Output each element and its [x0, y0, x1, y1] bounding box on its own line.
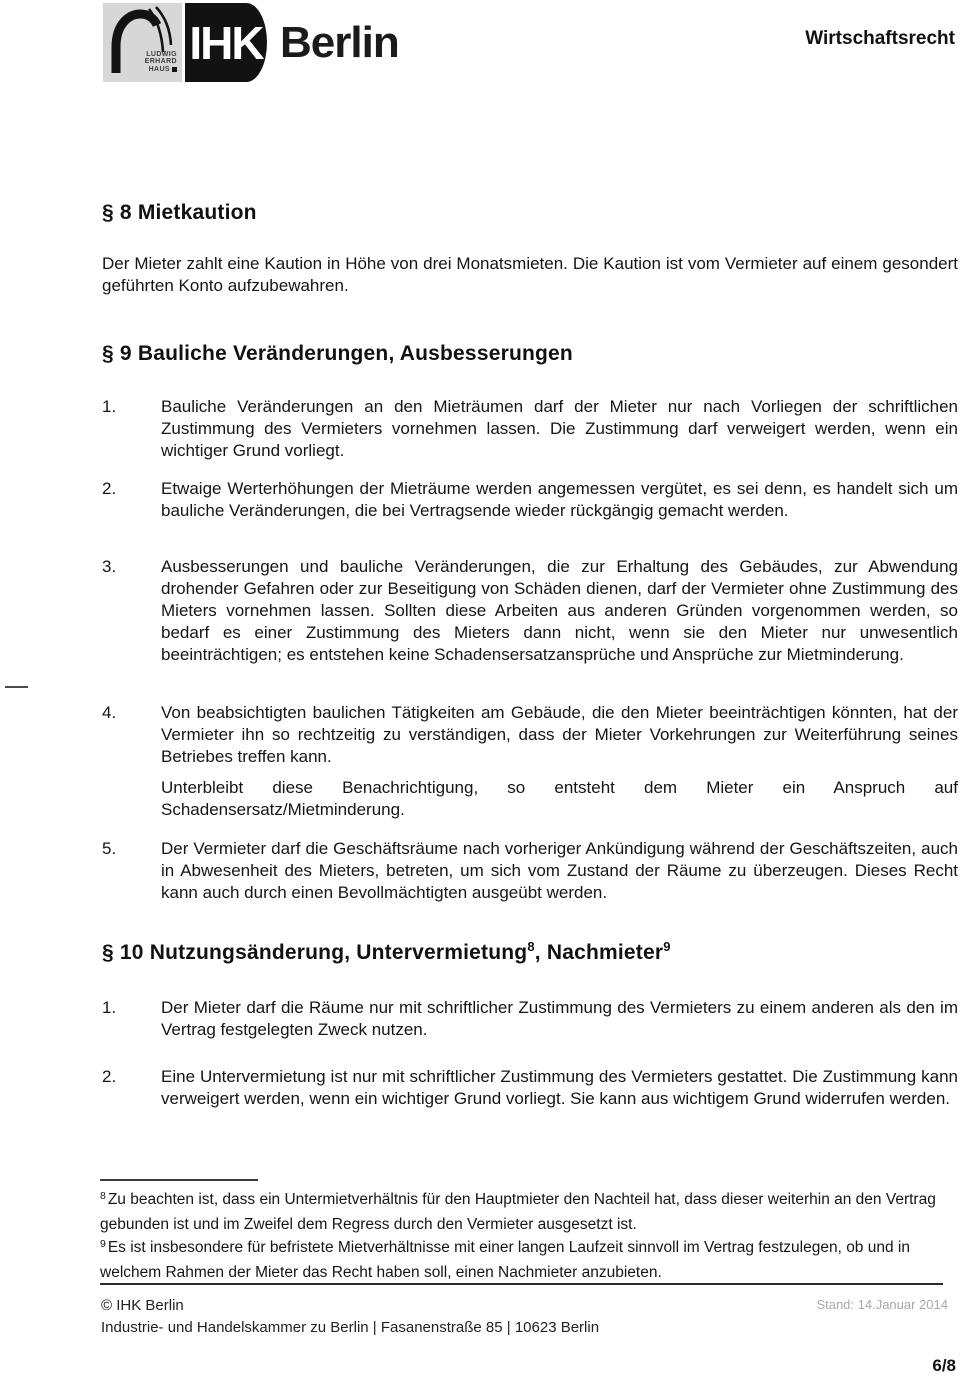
footnote	[100, 1188, 958, 1236]
list-item-number: 4.	[102, 703, 117, 722]
section-10-title-rest: , Nachmieter	[534, 941, 664, 964]
footnote-text: Zu beachten ist, dass ein Untermietverhältnis für den Hauptmieter den Nachteil hat, dass dieser weiterhin an den Vertrag gebunden ist und im Zweifel dem Regress durch den Vermieter ausgesetzt ist.	[100, 1191, 936, 1233]
section-8-paragraph: Der Mieter zahlt eine Kaution in Höhe von drei Monatsmieten. Die Kaution ist vom Vermieter auf einem gesondert geführten Konto aufzubewahren.	[102, 254, 958, 295]
footnote-number: 8	[100, 1190, 106, 1202]
footer-address: Industrie- und Handelskammer zu Berlin | Fasanenstraße 85 | 10623 Berlin	[101, 1319, 600, 1336]
list-item-text: Der Vermieter darf die Geschäftsräume nach vorheriger Ankündigung während der Geschäftszeiten, auch in Abwesenheit des Mieters, betreten, um sich vom Zustand der Räume zu überzeugen. Dieses Recht kann auch durch einen Bevollmächtigten ausgeübt werden.	[161, 839, 958, 902]
list-item-text	[161, 702, 958, 821]
leh-line-2: ERHARD	[144, 58, 177, 65]
ludwig-erhard-haus-box	[103, 3, 182, 82]
footnote-text: Es ist insbesondere für befristete Mietverhältnisse mit einer langen Laufzeit sinnvoll im Vertrag festzulegen, ob und in welchem Rahmen der Mieter das Recht haben soll, einen Nachmieter anzubieten.	[100, 1239, 910, 1281]
list-item	[102, 478, 958, 522]
doc-category-label: Wirtschaftsrecht	[805, 28, 955, 49]
section-8-title: § 8 Mietkaution	[102, 201, 257, 224]
ludwig-erhard-haus-label	[145, 51, 177, 74]
footnote-separator	[100, 1179, 258, 1181]
list-item	[102, 838, 958, 904]
page-number: 6/8	[932, 1356, 956, 1375]
list-item-number: 1.	[102, 397, 117, 416]
list-item	[102, 556, 958, 666]
list-item-paragraph-2: Unterbleibt diese Benachrichtigung, so entsteht dem Mieter ein Anspruch auf Schadensersatz/Mietminderung.	[161, 778, 958, 819]
list-item-number: 3.	[102, 557, 117, 576]
footer-version-date: Stand: 14.Januar 2014	[816, 1297, 948, 1312]
list-item-text: Etwaige Werterhöhungen der Mieträume werden angemessen vergütet, es sei denn, es handelt sich um bauliche Veränderungen, die bei Vertragsende wieder rückgängig gemacht werden.	[161, 479, 958, 520]
fold-mark	[5, 686, 28, 688]
ihk-logo-mark: IHK	[185, 3, 267, 82]
list-item-text: Der Mieter darf die Räume nur mit schriftlicher Zustimmung des Vermieters zu einem anderen als den im Vertrag festgelegten Zweck nutzen.	[161, 998, 958, 1039]
leh-line-3: HAUS	[148, 65, 170, 73]
section-10-title-main: § 10 Nutzungsänderung, Untervermietung	[102, 941, 528, 964]
section-9-title: § 9 Bauliche Veränderungen, Ausbesserungen	[102, 342, 573, 365]
footnote-number: 9	[100, 1238, 106, 1250]
list-item-number: 2.	[102, 479, 117, 498]
list-item-text: Bauliche Veränderungen an den Mieträumen darf der Mieter nur nach Vorliegen der schriftlichen Zustimmung des Vermieters vornehmen lassen. Die Zustimmung darf verweigert werden, wenn ein wichtiger Grund vorliegt.	[161, 397, 958, 460]
leh-line-1: LUDWIG	[146, 50, 177, 58]
footnote	[100, 1236, 958, 1284]
footer-separator	[100, 1283, 943, 1285]
ihk-berlin-logo	[103, 3, 399, 82]
list-item-number: 2.	[102, 1067, 117, 1086]
ihk-logo-city: Berlin	[280, 17, 399, 67]
footnotes	[100, 1188, 958, 1284]
leh-square-icon	[172, 67, 177, 72]
list-item-paragraph-1: Von beabsichtigten baulichen Tätigkeiten am Gebäude, die den Mieter beeinträchtigen könnten, hat der Vermieter ihn so rechtzeitig zu verständigen, dass der Mieter Vorkehrungen zur Weiterführung seines Betriebes treffen kann.	[161, 703, 958, 766]
list-item-text: Ausbesserungen und bauliche Veränderungen, die zur Erhaltung des Gebäudes, zur Abwendung drohender Gefahren oder zur Beseitigung von Schäden dienen, darf der Vermieter ohne Zustimmung des Mieters vornehmen lassen. Sollten diese Arbeiten aus anderen Gründen vorgenommen werden, so bedarf es einer Zustimmung des Mieters dann nicht, wenn sie den Mieter nur unwesentlich beeinträchtigen; es entstehen keine Schadensersatzansprüche und Ansprüche zur Mietminderung.	[161, 557, 958, 664]
list-item-number: 5.	[102, 839, 117, 858]
footer-copyright: © IHK Berlin	[101, 1297, 184, 1314]
list-item-text: Eine Untervermietung ist nur mit schriftlicher Zustimmung des Vermieters gestattet. Die Zustimmung kann verweigert werden, wenn ein wichtiger Grund vorliegt. Sie kann aus wichtigem Grund widerrufen werden.	[161, 1067, 958, 1108]
section-10-title	[102, 941, 958, 965]
footnote-reference-8: 8	[527, 939, 535, 954]
list-item	[102, 1066, 958, 1110]
list-item	[102, 396, 958, 462]
list-item	[102, 702, 958, 821]
list-item	[102, 997, 958, 1041]
footnote-reference-9: 9	[663, 939, 671, 954]
list-item-number: 1.	[102, 998, 117, 1017]
